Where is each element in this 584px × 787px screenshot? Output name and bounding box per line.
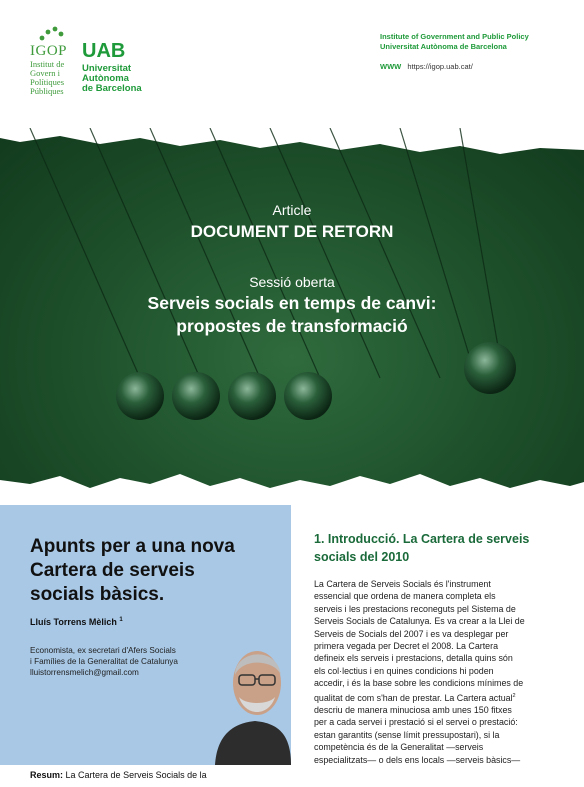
igop-logo-mark-icon (38, 26, 64, 44)
www-label: WWW (380, 62, 402, 71)
author-bio: Economista, ex secretari d'Afers Socials i Famílies de la Generalitat de Catalunya lluistorrensmelich@gmail.com (30, 646, 178, 677)
website (380, 62, 473, 71)
section-body: La Cartera de Serveis Socials és l'instrument essencial que ordena de manera completa els serveis i les prestacions reconeguts pel Sistema de Serveis Socials de Catalunya. Es va crear a la Llei de Serveis de Socials del 2007 i es va desplegar per primera vegada per Decret el 2008. La Cartera defineix els serveis i prestacions, detalla quins són els col·lectius i en quines condicions hi poden accedir, i és la base sobre les condicions mínimes de qualitat de com s'han de prestar. La Cartera actual$^2$ descriu de manera minuciosa amb unes 150 fitxes per a cada servei i prestació si el servei o prestació: estan garantits (sense límit pressupostari), si la competència és de la Generalitat —serveis especialitzats— o dels ens locals —serveis bàsics— (314, 579, 525, 765)
footnote-ref: 2 (512, 692, 516, 699)
author-name: Lluís Torrens Mèlich $^1$ (30, 617, 123, 627)
abstract-label: Resum: (30, 770, 64, 780)
institute-name: Institute of Government and Public Policy Universitat Autònoma de Barcelona (380, 32, 529, 51)
author-portrait (205, 605, 291, 765)
article-info-panel (0, 505, 291, 765)
document-type: DOCUMENT DE RETORN (190, 222, 394, 241)
section-heading: 1. Introducció. La Cartera de serveis socials del 2010 (314, 532, 530, 564)
website-link[interactable]: https://igop.uab.cat/ (407, 62, 473, 71)
article-label: Article (272, 202, 312, 218)
uab-logo-text: UAB (82, 40, 126, 62)
igop-logo-text: IGOP (30, 43, 68, 59)
author-footnote-ref: 1 (119, 617, 123, 623)
hero-banner (0, 128, 584, 510)
page-header (0, 0, 584, 140)
hero-title: Serveis socials en temps de canvi: propostes de transformació (147, 293, 437, 336)
uab-subtitle: Universitat Autònoma de Barcelona (82, 63, 142, 94)
article-title: Apunts per a una nova Cartera de serveis socials bàsics. (30, 536, 235, 605)
session-label: Sessió oberta (249, 274, 335, 290)
igop-subtitle: Institut de Govern i Polítiques Públiques (30, 59, 65, 96)
abstract-start: Resum: La Cartera de Serveis Socials de la (30, 770, 207, 780)
